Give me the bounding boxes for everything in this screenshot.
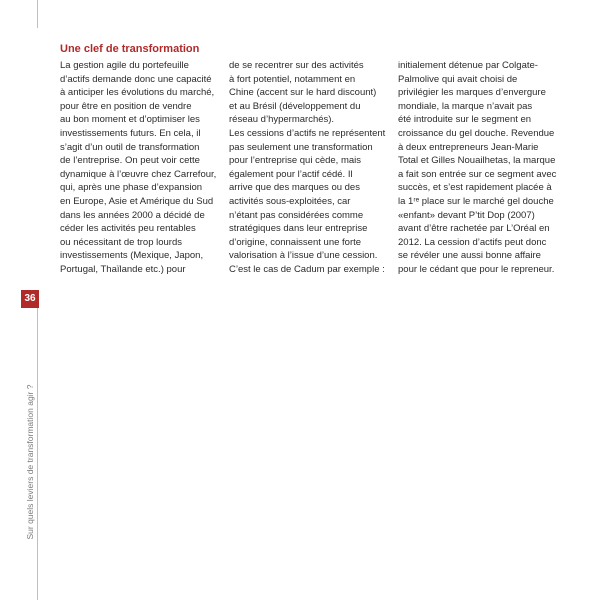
text-line: arrive que des marques ou des	[229, 182, 360, 194]
text-column-3	[398, 59, 558, 277]
text-line: investissements (Mexique, Japon,	[60, 250, 204, 262]
text-line: été introduite sur le segment en	[398, 114, 532, 126]
running-section-label: Sur quels leviers de transformation agir ?	[25, 384, 35, 540]
text-line: C’est le cas de Cadum par exemple :	[229, 263, 385, 275]
top-margin-rule	[37, 0, 38, 28]
text-line: «enfant» devant P’tit Dop (2007)	[398, 209, 535, 221]
text-line: mondiale, la marque n’avait pas	[398, 100, 533, 112]
text-line: pour être en position de vendre	[60, 100, 192, 112]
text-line: La gestion agile du portefeuille	[60, 60, 189, 71]
text-line: succès, et s’est rapidement placée à	[398, 182, 552, 194]
text-line: d’origine, connaissent une forte	[229, 236, 362, 248]
text-line: à fort potentiel, notamment en	[229, 73, 356, 85]
margin-rule	[37, 290, 38, 600]
text-line: de se recentrer sur des activités	[229, 60, 364, 71]
text-line: pas seulement une transformation	[229, 141, 373, 153]
text-line: pour l’entreprise qui cède, mais	[229, 155, 362, 167]
text-line: dans les années 2000 a décidé de	[60, 209, 205, 221]
text-line: d’actifs demande donc une capacité	[60, 73, 212, 85]
text-line: céder les activités peu rentables	[60, 223, 196, 235]
text-line: Les cessions d’actifs ne représentent	[229, 127, 386, 139]
text-line: dynamique à l’œuvre chez Carrefour,	[60, 168, 217, 180]
text-line: se révéler une aussi bonne affaire	[398, 250, 541, 262]
text-line: à deux entrepreneurs Jean-Marie	[398, 141, 539, 153]
text-line: au bon moment et d’optimiser les	[60, 114, 200, 126]
text-line: activités sous-exploitées, car	[229, 195, 351, 207]
text-line: s’agit d’un outil de transformation	[60, 141, 200, 153]
text-line: également pour l’actif cédé. Il	[229, 168, 353, 180]
text-line: privilégier les marques d’envergure	[398, 87, 546, 99]
text-line: Palmolive qui avait choisi de	[398, 73, 518, 85]
text-column-2	[229, 59, 387, 277]
text-line: réseau d’hypermarchés).	[229, 114, 335, 126]
text-line: investissements futurs. En cela, il	[60, 127, 201, 139]
text-line: qui, après une phase d’expansion	[60, 182, 203, 194]
text-line: n’étant pas considérées comme	[229, 209, 364, 221]
text-line: stratégiques dans leur entreprise	[229, 223, 368, 235]
text-line: avant d’être rachetée par L’Oréal en	[398, 223, 550, 235]
text-line: Total et Gilles Nouailhetas, la marque	[398, 155, 556, 167]
text-line: a fait son entrée sur ce segment avec	[398, 168, 557, 180]
text-line: croissance du gel douche. Revendue	[398, 127, 555, 139]
text-line: de l’entreprise. On peut voir cette	[60, 155, 200, 167]
text-line: initialement détenue par Colgate-	[398, 60, 538, 71]
page-number: 36	[21, 290, 39, 308]
text-line: la 1ʳᵉ place sur le marché gel douche	[398, 195, 554, 207]
text-line: Chine (accent sur le hard discount)	[229, 87, 377, 99]
section-title: Une clef de transformation	[60, 43, 200, 55]
text-line: valorisation à l’issue d’une cession.	[229, 250, 378, 262]
text-line: et au Brésil (développement du	[229, 100, 361, 112]
text-line: en Europe, Asie et Amérique du Sud	[60, 195, 214, 207]
text-line: 2012. La cession d’actifs peut donc	[398, 236, 547, 248]
text-line: ou nécessitant de trop lourds	[60, 236, 182, 248]
text-line: pour le cédant que pour le repreneur.	[398, 263, 555, 275]
text-line: à anticiper les évolutions du marché,	[60, 87, 215, 99]
text-line: Portugal, Thaïlande etc.) pour	[60, 263, 186, 275]
text-column-1	[60, 59, 220, 277]
